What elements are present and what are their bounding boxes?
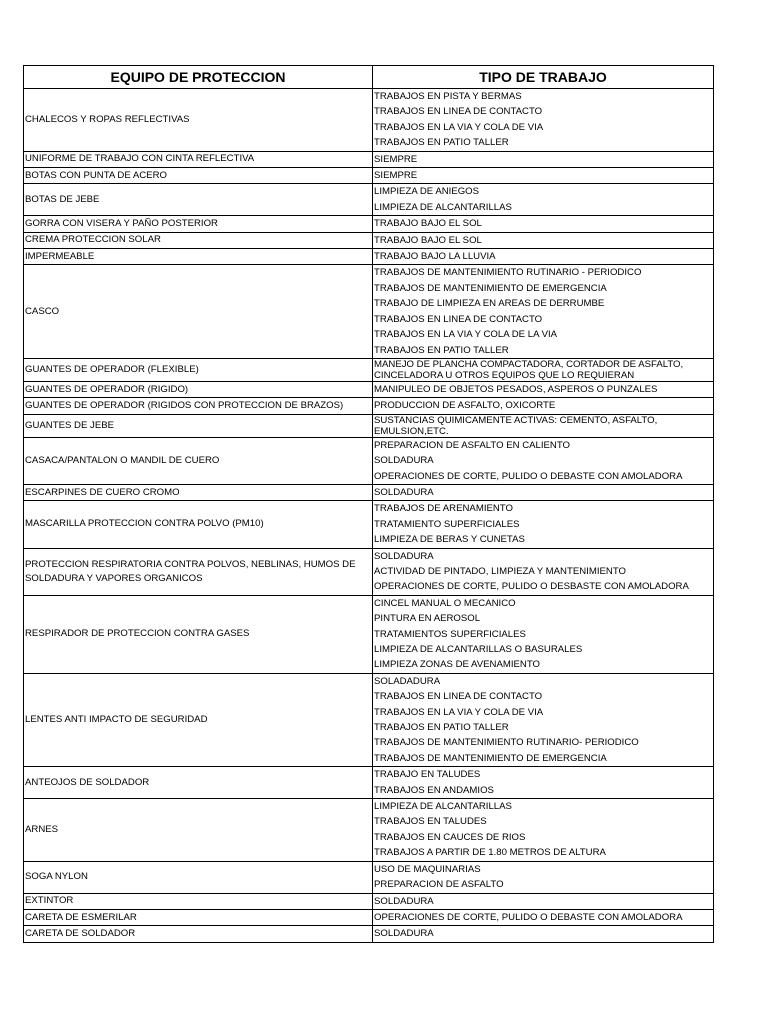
table-row (24, 381, 714, 397)
work-type-line: OPERACIONES DE CORTE, PULIDO O DEBASTE CON AMOLADORA (374, 470, 683, 482)
equipment-cell: CARETA DE SOLDADOR (24, 926, 373, 942)
table-row (24, 926, 714, 942)
work-type-line: TRABAJOS EN LA VIA Y COLA DE VIA (374, 121, 544, 133)
column-header-tipo: TIPO DE TRABAJO (373, 66, 714, 89)
work-type-line: OPERACIONES DE CORTE, PULIDO O DESBASTE CON AMOLADORA (374, 581, 689, 593)
work-type-line: SUSTANCIAS QUIMICAMENTE ACTIVAS: CEMENTO, ASFALTO, EMULSION,ETC. (374, 414, 658, 437)
table-row (24, 168, 714, 184)
work-type-line: PREPARACION DE ASFALTO EN CALIENTO (374, 439, 571, 451)
work-type-line: LIMPIEZA DE ALCANTARILLAS (374, 801, 512, 813)
work-type-line: TRATAMIENTO SUPERFICIALES (374, 518, 520, 530)
equipment-cell: CARETA DE ESMERILAR (24, 909, 373, 925)
work-type-line: TRABAJOS DE MANTENIMIENTO RUTINARIO - PERIODICO (374, 267, 642, 279)
work-type-line: PRODUCCION DE ASFALTO, OXICORTE (374, 400, 556, 412)
work-type-line: TRABAJOS EN PATIO TALLER (374, 137, 509, 149)
table-row (24, 184, 714, 216)
table-row (24, 501, 714, 548)
work-type-line: TRABAJOS EN CAUCES DE RIOS (374, 831, 526, 843)
equipment-cell: SOGA NYLON (24, 861, 373, 893)
equipment-cell: UNIFORME DE TRABAJO CON CINTA REFLECTIVA (24, 151, 373, 167)
equipment-cell: IMPERMEABLE (24, 249, 373, 265)
equipment-cell: CASCO (24, 265, 373, 358)
equipment-cell: CHALECOS Y ROPAS REFLECTIVAS (24, 89, 373, 152)
work-type-line: TRABAJOS DE MANTENIMIENTO RUTINARIO- PERIODICO (374, 737, 639, 749)
table-row (24, 265, 714, 358)
work-type-cell (373, 673, 714, 766)
work-type-cell (373, 909, 714, 925)
equipment-cell: GUANTES DE OPERADOR (FLEXIBLE) (24, 358, 373, 381)
work-type-line: TRABAJOS EN LINEA DE CONTACTO (374, 106, 543, 118)
work-type-cell (373, 926, 714, 942)
equipment-cell: GUANTES DE OPERADOR (RIGIDOS CON PROTECCION DE BRAZOS) (24, 398, 373, 414)
work-type-cell (373, 501, 714, 548)
table-row (24, 673, 714, 766)
work-type-line: PREPARACION DE ASFALTO (374, 879, 504, 891)
table-row (24, 398, 714, 414)
work-type-line: TRABAJO DE LIMPIEZA EN AREAS DE DERRUMBE (374, 298, 605, 310)
work-type-line: TRABAJOS DE MANTENIMIENTO DE EMERGENCIA (374, 752, 607, 764)
work-type-cell (373, 548, 714, 595)
work-type-cell (373, 861, 714, 893)
work-type-line: ACTIVIDAD DE PINTADO, LIMPIEZA Y MANTENIMIENTO (374, 565, 626, 577)
work-type-line: SOLDADURA (374, 550, 434, 562)
column-header-equipo: EQUIPO DE PROTECCION (24, 66, 373, 89)
work-type-line: MANEJO DE PLANCHA COMPACTADORA, CORTADOR DE ASFALTO, CINCELADORA U OTROS EQUIPOS QUE LO REQUIERAN (374, 358, 684, 381)
work-type-line: TRABAJOS EN PATIO TALLER (374, 344, 509, 356)
work-type-line: SOLDADURA (374, 928, 434, 940)
work-type-line: TRABAJOS DE ARENAMIENTO (374, 503, 513, 515)
work-type-cell (373, 595, 714, 673)
work-type-cell (373, 249, 714, 265)
work-type-line: TRABAJOS EN PISTA Y BERMAS (374, 91, 522, 102)
work-type-cell (373, 381, 714, 397)
work-type-line: LIMPIEZA DE BERAS Y CUNETAS (374, 534, 525, 546)
equipment-cell: PROTECCION RESPIRATORIA CONTRA POLVOS, NEBLINAS, HUMOS DE SOLDADURA Y VAPORES ORGANICOS (24, 548, 373, 595)
table-body (24, 89, 714, 943)
work-type-line: TRABAJOS EN LINEA DE CONTACTO (374, 313, 543, 325)
table-row (24, 89, 714, 152)
equipment-cell: GUANTES DE JEBE (24, 414, 373, 437)
equipment-cell: GORRA CON VISERA Y PAÑO POSTERIOR (24, 216, 373, 232)
work-type-line: LIMPIEZA DE ALCANTARILLAS (374, 201, 512, 213)
work-type-line: TRABAJOS A PARTIR DE 1.80 METROS DE ALTURA (374, 847, 606, 859)
work-type-cell (373, 414, 714, 437)
equipment-cell: ANTEOJOS DE SOLDADOR (24, 767, 373, 799)
work-type-line: TRABAJOS EN PATIO TALLER (374, 722, 509, 734)
table-row (24, 232, 714, 248)
table-row (24, 909, 714, 925)
work-type-cell (373, 398, 714, 414)
table-row (24, 249, 714, 265)
table-row (24, 799, 714, 862)
equipment-cell: CREMA PROTECCION SOLAR (24, 232, 373, 248)
work-type-line: SIEMPRE (374, 153, 418, 165)
work-type-line: CINCEL MANUAL O MECANICO (374, 597, 516, 609)
work-type-cell (373, 767, 714, 799)
work-type-line: TRABAJOS EN TALUDES (374, 816, 487, 828)
work-type-cell (373, 437, 714, 484)
work-type-line: TRABAJOS EN LINEA DE CONTACTO (374, 691, 543, 703)
work-type-cell (373, 358, 714, 381)
work-type-line: TRABAJO BAJO EL SOL (374, 234, 482, 246)
equipment-cell: GUANTES DE OPERADOR (RIGIDO) (24, 381, 373, 397)
work-type-line: TRABAJOS EN LA VIA Y COLA DE VIA (374, 706, 544, 718)
table-row (24, 414, 714, 437)
equipment-cell: LENTES ANTI IMPACTO DE SEGURIDAD (24, 673, 373, 766)
work-type-line: LIMPIEZA DE ANIEGOS (374, 186, 480, 198)
work-type-line: SOLDADURA (374, 895, 434, 907)
work-type-line: TRABAJO BAJO EL SOL (374, 218, 482, 230)
table-row (24, 548, 714, 595)
work-type-cell (373, 168, 714, 184)
equipment-cell: EXTINTOR (24, 893, 373, 909)
work-type-line: LIMPIEZA DE ALCANTARILLAS O BASURALES (374, 644, 583, 655)
work-type-line: SOLDADURA (374, 486, 434, 498)
equipment-cell: CASACA/PANTALON O MANDIL DE CUERO (24, 437, 373, 484)
equipment-cell: BOTAS DE JEBE (24, 184, 373, 216)
equipment-cell: RESPIRADOR DE PROTECCION CONTRA GASES (24, 595, 373, 673)
table-row (24, 358, 714, 381)
work-type-line: TRATAMIENTOS SUPERFICIALES (374, 628, 526, 640)
work-type-line: OPERACIONES DE CORTE, PULIDO O DEBASTE CON AMOLADORA (374, 911, 683, 923)
work-type-line: TRABAJOS EN LA VIA Y COLA DE LA VIA (374, 329, 558, 341)
work-type-cell (373, 232, 714, 248)
work-type-line: SIEMPRE (374, 170, 418, 182)
work-type-line: TRABAJOS DE MANTENIMIENTO DE EMERGENCIA (374, 282, 607, 294)
work-type-line: TRABAJO EN TALUDES (374, 769, 481, 781)
work-type-line: LIMPIEZA ZONAS DE AVENAMIENTO (374, 659, 540, 671)
table-row (24, 595, 714, 673)
work-type-line: PINTURA EN AEROSOL (374, 613, 481, 625)
equipment-cell: BOTAS CON PUNTA DE ACERO (24, 168, 373, 184)
table-row (24, 861, 714, 893)
table-row (24, 151, 714, 167)
header-row (24, 66, 714, 89)
work-type-line: SOLADADURA (374, 675, 441, 687)
table-row (24, 484, 714, 500)
work-type-cell (373, 89, 714, 152)
work-type-cell (373, 893, 714, 909)
table-row (24, 216, 714, 232)
work-type-cell (373, 151, 714, 167)
protection-equipment-table (23, 65, 714, 943)
work-type-line: MANIPULEO DE OBJETOS PESADOS, ASPEROS O PUNZALES (374, 383, 658, 395)
work-type-cell (373, 484, 714, 500)
table-row (24, 893, 714, 909)
work-type-line: USO DE MAQUINARIAS (374, 863, 481, 875)
work-type-line: TRABAJOS EN ANDAMIOS (374, 784, 494, 796)
work-type-cell (373, 184, 714, 216)
table-row (24, 437, 714, 484)
table-row (24, 767, 714, 799)
work-type-cell (373, 216, 714, 232)
equipment-cell: ESCARPINES DE CUERO CROMO (24, 484, 373, 500)
work-type-cell (373, 265, 714, 358)
work-type-line: SOLDADURA (374, 455, 434, 467)
work-type-cell (373, 799, 714, 862)
work-type-line: TRABAJO BAJO LA LLUVIA (374, 251, 496, 263)
equipment-cell: ARNES (24, 799, 373, 862)
equipment-cell: MASCARILLA PROTECCION CONTRA POLVO (PM10) (24, 501, 373, 548)
